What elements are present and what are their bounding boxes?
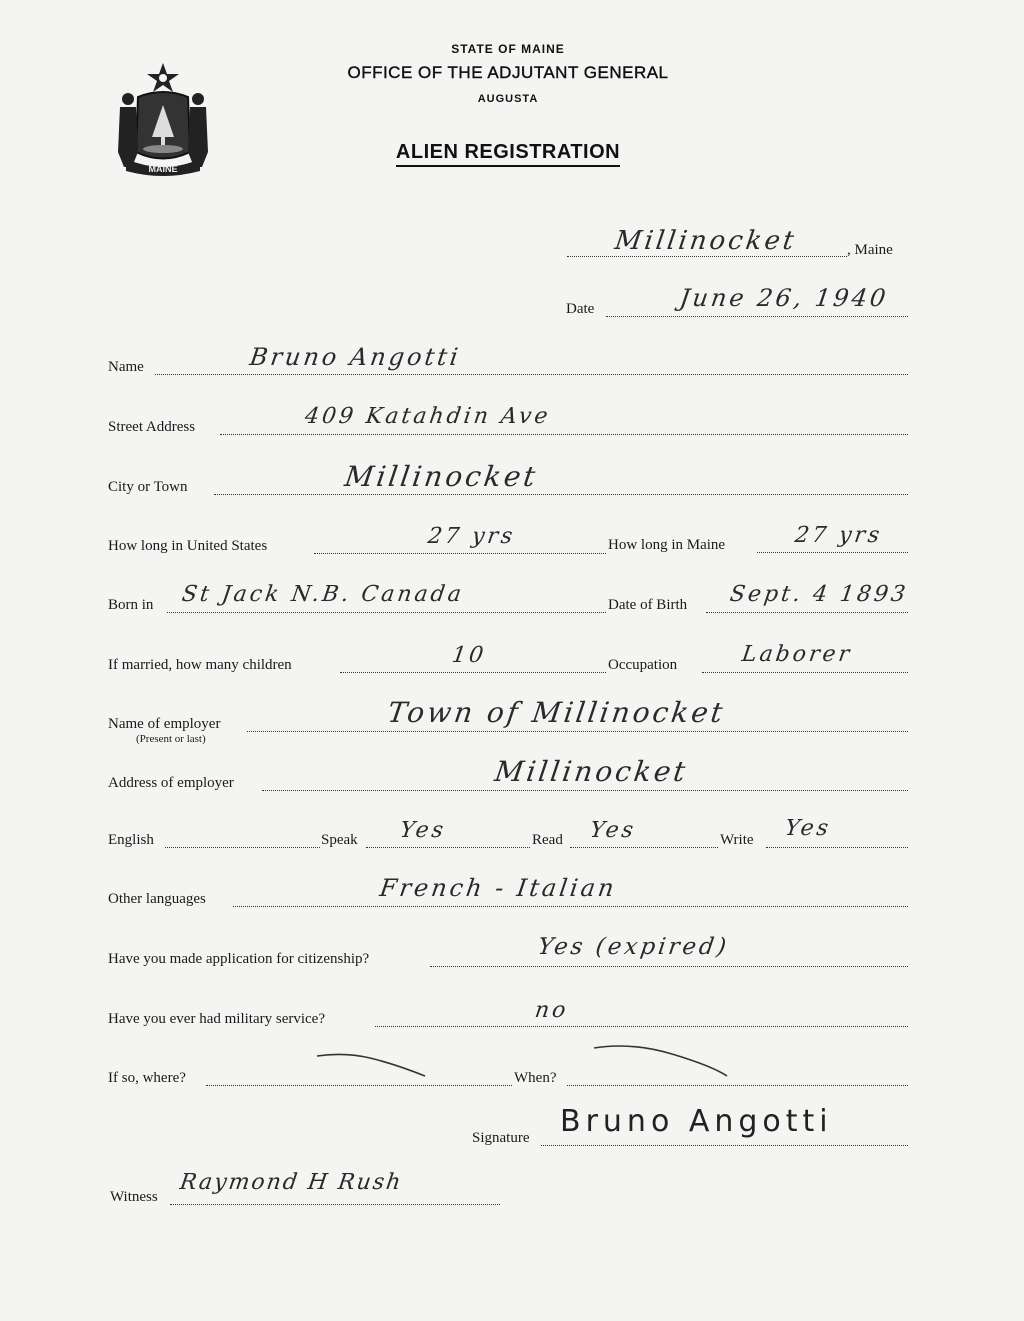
employer-label: Name of employer [108, 716, 221, 732]
employer-address-label: Address of employer [108, 775, 234, 791]
date-of-birth-line [706, 612, 908, 613]
years-in-us-label: How long in United States [108, 538, 268, 554]
date-line [606, 316, 908, 317]
other-languages-line [233, 906, 908, 907]
english-line [165, 847, 320, 848]
service-when-label: When? [514, 1070, 557, 1086]
other-languages-value: French - Italian [378, 874, 619, 902]
street-address-value: 409 Katahdin Ave [303, 404, 553, 429]
read-value: Yes [588, 818, 638, 843]
witness-value: Raymond H Rush [178, 1170, 405, 1195]
signature-value: Bruno Angotti [560, 1104, 833, 1139]
read-line [570, 847, 718, 848]
children-line [340, 672, 606, 673]
name-line [155, 374, 908, 375]
occupation-label: Occupation [608, 657, 678, 673]
service-where-label: If so, where? [108, 1070, 186, 1086]
city-value: Millinocket [342, 460, 541, 493]
military-service-value: no [533, 998, 571, 1023]
seal-motto-text: MAINE [148, 164, 178, 174]
citizenship-line [430, 966, 908, 967]
date-value: June 26, 1940 [678, 284, 891, 312]
town-value: Millinocket [612, 226, 799, 256]
witness-label: Witness [110, 1189, 158, 1205]
years-in-us-line [314, 553, 606, 554]
name-value: Bruno Angotti [248, 343, 463, 371]
read-label: Read [532, 832, 563, 848]
employer-address-value: Millinocket [492, 755, 691, 788]
form-title [0, 141, 1020, 164]
citizenship-value: Yes (expired) [536, 934, 731, 960]
state-heading: STATE OF MAINE [451, 42, 565, 56]
children-label: If married, how many children [108, 657, 292, 673]
signature-line [541, 1145, 908, 1146]
employer-sublabel: (Present or last) [136, 733, 206, 745]
years-in-maine-line [757, 552, 908, 553]
city-line [214, 494, 908, 495]
occupation-line [702, 672, 908, 673]
years-in-maine-value: 27 yrs [793, 523, 884, 548]
children-value: 10 [450, 643, 488, 668]
service-where-line [206, 1085, 512, 1086]
date-label: Date [566, 301, 595, 317]
occupation-value: Laborer [740, 642, 854, 667]
birthplace-label: Born in [108, 597, 154, 613]
employer-address-line [262, 790, 908, 791]
speak-line [366, 847, 530, 848]
employer-line [247, 731, 908, 732]
other-languages-label: Other languages [108, 891, 206, 907]
street-address-label: Street Address [108, 419, 196, 435]
years-in-us-value: 27 yrs [426, 524, 517, 549]
english-label: English [108, 832, 154, 848]
date-of-birth-value: Sept. 4 1893 [728, 582, 910, 607]
birthplace-line [167, 612, 606, 613]
years-in-maine-label: How long in Maine [608, 537, 726, 553]
write-label: Write [720, 832, 754, 848]
citizenship-label: Have you made application for citizenship? [108, 951, 370, 967]
write-value: Yes [783, 816, 833, 841]
employer-value: Town of Millinocket [385, 696, 728, 729]
speak-value: Yes [398, 818, 448, 843]
speak-label: Speak [321, 832, 358, 848]
maine-label: , Maine [847, 242, 893, 258]
form-title-text: ALIEN REGISTRATION [396, 141, 620, 167]
blank-dash-mark [315, 1050, 430, 1080]
street-address-line [220, 434, 908, 435]
town-line [567, 256, 847, 257]
write-line [766, 847, 908, 848]
city-label: City or Town [108, 479, 188, 495]
witness-line [170, 1204, 500, 1205]
military-service-label: Have you ever had military service? [108, 1011, 325, 1027]
birthplace-value: St Jack N.B. Canada [180, 582, 466, 607]
city-heading: AUGUSTA [477, 93, 539, 105]
office-heading: OFFICE OF THE ADJUTANT GENERAL [347, 63, 669, 82]
name-label: Name [108, 359, 144, 375]
blank-dash-mark [592, 1040, 732, 1080]
date-of-birth-label: Date of Birth [608, 597, 688, 613]
signature-label: Signature [472, 1130, 530, 1146]
service-when-line [567, 1085, 908, 1086]
military-service-line [375, 1026, 908, 1027]
